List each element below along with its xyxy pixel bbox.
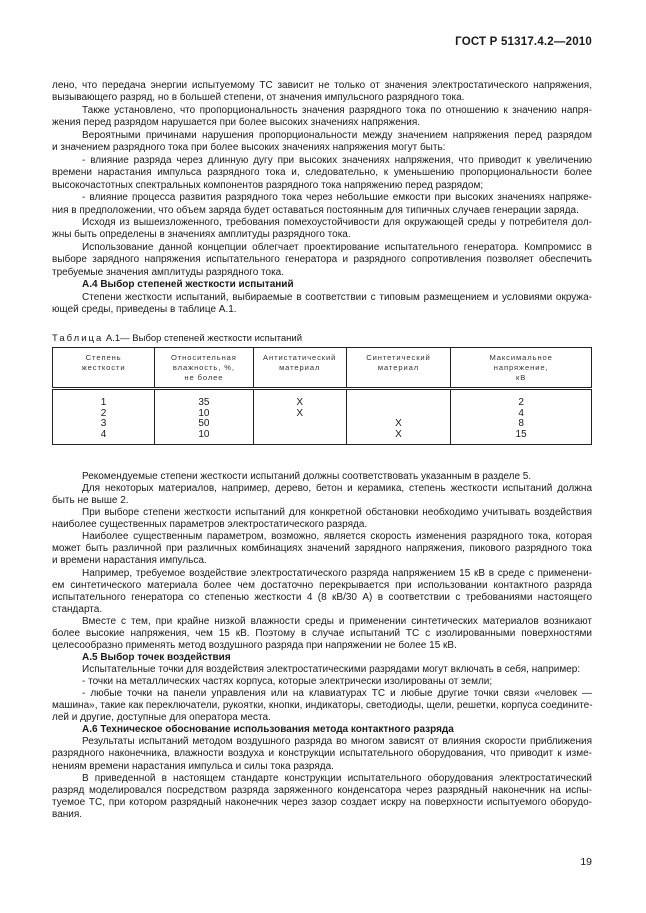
table-cell: 15	[451, 430, 592, 445]
paragraph-line: нениям времени нарастания импульса и силы тока разряда.	[52, 760, 334, 772]
column-header: Относительная влажность, %, не более	[155, 348, 253, 389]
paragraph-line: - влияние процесса развития разрядного тока через небольшие емкости при высоких значениях напряже-	[82, 192, 592, 204]
table-row	[53, 409, 592, 420]
paragraph-line: разряд моделировался посредством разряда заряженного конденсатора через разрядный наконечник на испы-	[52, 784, 592, 796]
table-caption-title: А.1— Выбор степеней жесткости испытаний	[103, 333, 303, 344]
paragraph-line: и значением разрядного тока при более высоких значениях напряжения могут быть:	[52, 142, 446, 154]
paragraph-line: Для некоторых материалов, например, дерево, бетон и керамика, степень жесткости испытаний должна	[82, 483, 592, 495]
paragraph-line: и времени нарастания импульса.	[52, 555, 207, 567]
paragraph-line: Например, требуемое воздействие электростатического разряда напряжением 15 кВ в среде с применени-	[82, 567, 592, 579]
section-heading: А.4 Выбор степеней жесткости испытаний	[82, 279, 294, 291]
table-row	[53, 430, 592, 445]
page-number: 19	[580, 856, 592, 868]
paragraph-line: выборе зарядного напряжения испытательного генератора и разрядного сопротивления позволяет обеспечить	[52, 254, 592, 266]
paragraph-line: ющей среды, приведены в таблице А.1.	[52, 304, 237, 316]
paragraph-line: Вместе с тем, при крайне низкой влажности среды и применении синтетических материалов возникают	[82, 615, 592, 627]
table-header-row	[53, 348, 592, 389]
paragraph-line: вызывающего разряд, но в большей степени, от значения импульсного разрядного тока.	[52, 92, 465, 104]
column-header: Синтетический материал	[346, 348, 451, 389]
paragraph-line: требуемые значения амплитуды разрядного тока.	[52, 266, 285, 278]
paragraph-line: Наиболее существенным параметром, возможно, является скорость изменения разрядного тока, которая	[82, 531, 592, 543]
table-cell: 2	[451, 389, 592, 409]
column-header: Антистатический материал	[253, 348, 346, 389]
paragraph-line: - влияние разряда через длинную дугу при высоких значениях напряжения, что приводит к увеличению	[82, 154, 592, 166]
paragraph-line: Степени жесткости испытаний, выбираемые в соответствии с типовым размещением и условиями окружа-	[82, 291, 592, 303]
paragraph-line: ния в предположении, что объем заряда будет оставаться постоянным для типичных случаев генерации заряда.	[52, 204, 579, 216]
paragraph-line: может быть различной при различных комбинациях значений зарядного напряжения, пикового разрядного тока	[52, 543, 592, 555]
table-cell: X	[346, 419, 451, 430]
paragraph-line: Вероятными причинами нарушения пропорциональности между значением напряжения перед разрядом	[82, 129, 592, 141]
paragraph-line: Использование данной концепции облегчает проектирование испытательного генератора. Компромисс в	[82, 241, 592, 253]
severity-levels-table	[52, 347, 592, 445]
table-row	[53, 419, 592, 430]
paragraph-line: туемое ТС, при котором разрядный наконечник через зазор создает искру на поверхности испытуемого оборудо-	[52, 796, 592, 808]
paragraph-line: вания.	[52, 808, 83, 820]
table-cell	[346, 389, 451, 409]
section-heading: А.5 Выбор точек воздействия	[82, 651, 231, 663]
paragraph-line: лено, что передача энергии испытуемому ТС зависит не только от значения электростатического напряжения,	[52, 80, 592, 91]
text-block-top	[52, 80, 592, 317]
paragraph-line: жения перед разрядом нарушается при более высоких значениях напряжения.	[52, 117, 421, 129]
table-cell: 3	[53, 419, 155, 430]
paragraph-line: высокочастотных спектральных компонентов разрядного тока напряжению перед разрядом;	[52, 179, 484, 191]
paragraph-line: быть не выше 2.	[52, 495, 129, 507]
paragraph-line: При выборе степени жесткости испытаний для конкретной обстановки необходимо учитывать воздействия	[82, 507, 592, 519]
table-cell: 2	[53, 409, 155, 420]
column-header: Максимальное напряжение, кВ	[451, 348, 592, 389]
table-cell: 4	[451, 409, 592, 420]
paragraph-line: Рекомендуемые степени жесткости испытаний должны соответствовать указанным в разделе 5.	[82, 471, 532, 482]
paragraph-line: целесообразно применять метод воздушного разряда при напряжении не более 15 кВ.	[52, 639, 457, 651]
table-cell: X	[253, 409, 346, 420]
paragraph-line: лей и другие, доступные для оператора места.	[52, 712, 271, 724]
paragraph-line: машина», такие как переключатели, рукоятки, кнопки, индикаторы, светодиоды, щели, решетки, корпуса соедините-	[52, 700, 593, 712]
table-caption	[52, 333, 302, 344]
paragraph-line: - любые точки на панели управления или на клавиатурах ТС и любые другие точки связи «человек —	[82, 688, 592, 700]
paragraph-line: Результаты испытаний методом воздушного разряда во многом зависят от влияния скорости приближения	[82, 736, 592, 748]
table-cell	[253, 430, 346, 445]
table-cell: 10	[155, 430, 253, 445]
paragraph-line: жны быть определены в значениях амплитуды разрядного тока.	[52, 229, 351, 241]
table-cell: 1	[53, 389, 155, 409]
paragraph-line: стандарта.	[52, 603, 103, 615]
table-row	[53, 389, 592, 409]
paragraph-line: Испытательные точки для воздействия электростатическими разрядами могут включать в себя, например:	[82, 664, 581, 675]
table-cell	[253, 419, 346, 430]
table-cell: 10	[155, 409, 253, 420]
document-id: ГОСТ Р 51317.4.2—2010	[455, 36, 592, 48]
paragraph-line: испытательного генератора со степенью жесткости 4 (8 кВ/30 А) в соответствии с требованиями настоящего	[52, 591, 592, 603]
column-header: Степень жесткости	[53, 348, 155, 389]
table-cell: X	[253, 389, 346, 409]
paragraph-line: времени нарастания импульса разрядного тока и, следовательно, к уменьшению пропорциональности более	[52, 167, 592, 179]
paragraph-line: Также установлено, что пропорциональность значения разрядного тока по отношению к значению напря-	[82, 104, 592, 116]
table-cell: 50	[155, 419, 253, 430]
table-cell: 8	[451, 419, 592, 430]
paragraph-line: более высокие напряжения, чем 15 кВ. Поэтому в случае испытаний ТС с изолированными поверхностями	[52, 627, 592, 639]
table-cell: 4	[53, 430, 155, 445]
paragraph-line: наиболее существенных параметров электростатического разряда.	[52, 519, 368, 531]
table-caption-prefix: Таблица	[52, 333, 104, 344]
paragraph-line: Исходя из вышеизложенного, требования помехоустойчивости для окружающей среды у потребителя дол-	[82, 216, 592, 228]
table-cell: 35	[155, 389, 253, 409]
paragraph-line: ем синтетического материала более чем достаточно перекрывается при использовании контактного разряда	[52, 579, 592, 591]
table-cell: X	[346, 430, 451, 445]
section-heading: А.6 Техническое обоснование использования метода контактного разряда	[82, 724, 454, 736]
paragraph-line: - точки на металлических частях корпуса, которые электрически изолированы от земли;	[82, 676, 493, 688]
paragraph-line: В приведенной в настоящем стандарте конструкции испытательного оборудования электростатический	[82, 772, 592, 784]
text-block-bottom	[52, 471, 592, 821]
paragraph-line: разрядного наконечника, влажности воздуха и конструкции испытательного оборудования, что приводит к изме-	[52, 748, 592, 760]
